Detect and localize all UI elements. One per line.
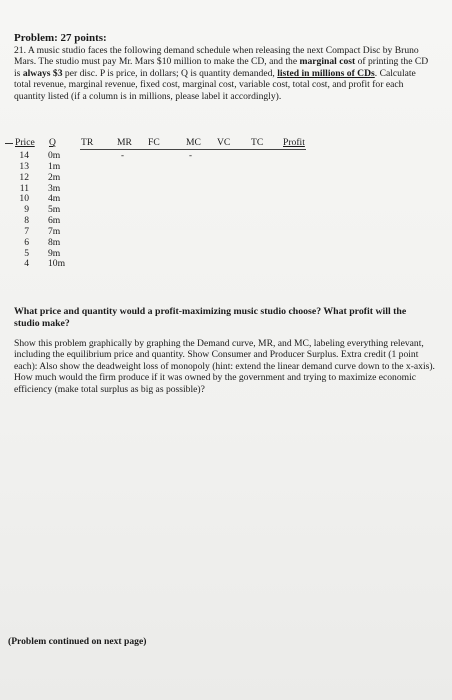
question-text: would a profit-maximizing music studio choose? What <box>117 306 350 317</box>
question-bold-quantity: quantity <box>81 306 118 317</box>
question-text: will the studio make? <box>14 306 407 329</box>
table-row <box>0 237 120 248</box>
problem-bold-marginal-cost: marginal cost <box>299 56 356 68</box>
table-row <box>0 161 120 172</box>
problem-text: per disc. P is price, in dollars; Q is quantity demanded, <box>62 67 278 79</box>
header-profit: Profit <box>283 137 305 148</box>
header-price: Price <box>15 137 35 148</box>
question-text: What <box>14 306 40 317</box>
quantity-cell: 5m <box>48 204 61 216</box>
price-cell: 4 <box>24 258 29 270</box>
problem-text: A music studio faces the following demand schedule when releasing the next Compact Disc by Bruno Mars. The studio must pay Mr. Mars $10 million to make the CD, and the <box>14 45 419 68</box>
quantity-cell: 10m <box>48 258 66 270</box>
table-row <box>0 183 120 194</box>
price-cell: 13 <box>19 160 29 172</box>
price-cell: 8 <box>24 215 29 227</box>
price-cell: 11 <box>19 182 29 194</box>
header-mc: MC <box>186 137 201 148</box>
problem-underlined-millions: listed in millions of CDs <box>277 67 375 79</box>
header-mr: MR <box>117 137 132 148</box>
problem-number: 21. <box>14 45 26 56</box>
quantity-cell: 6m <box>48 215 61 227</box>
price-cell: 10 <box>19 193 29 205</box>
price-cell: 5 <box>24 247 29 259</box>
quantity-cell: 8m <box>48 236 61 248</box>
price-cell: 14 <box>19 150 29 161</box>
table-row <box>0 258 120 269</box>
problem-statement <box>14 45 434 102</box>
table-row <box>0 172 120 183</box>
quantity-cell: 0m <box>48 150 61 161</box>
table-row <box>0 248 120 259</box>
quantity-cell: 1m <box>48 160 61 172</box>
header-tc: TC <box>251 137 264 148</box>
profit-question <box>14 306 434 329</box>
question-bold-price: price <box>39 306 62 317</box>
question-bold-profit: profit <box>349 306 373 317</box>
problem-heading: Problem: 27 points: <box>14 32 107 44</box>
quantity-cell: 7m <box>48 225 61 237</box>
graphing-instructions: Show this problem graphically by graphing the Demand curve, MR, and MC, labeling everything relevant, including the equilibrium price and quantity. Show Consumer and Producer Surplus. Extra credit (1 point each): Also show the deadweight loss of monopoly (hint: extend the linear demand curve down to the x-axis). How much would the firm produce if it was owned by the government and trying to maximize economic efficiency (make total surplus as big as possible)? <box>14 338 435 395</box>
problem-text: of printing the CD is <box>14 56 429 79</box>
quantity-cell: 2m <box>48 171 61 183</box>
header-fc: FC <box>148 137 160 148</box>
question-text: and <box>61 306 82 317</box>
table-row <box>0 150 120 161</box>
price-cell: 7 <box>24 225 29 237</box>
header-q: Q <box>49 137 56 148</box>
price-cell: 12 <box>19 171 29 183</box>
header-vc: VC <box>217 137 231 148</box>
table-row <box>0 226 120 237</box>
quantity-cell: 4m <box>48 193 61 205</box>
table-header-row <box>0 137 452 149</box>
problem-text: . Calculate total revenue, marginal revenue, fixed cost, marginal cost, variable cost, total cost, and profit for each quantity listed (if a column is in millions, please label it accordingly). <box>14 67 416 102</box>
quantity-cell: 3m <box>48 182 61 194</box>
price-cell: 9 <box>24 204 29 216</box>
problem-bold-always: always $3 <box>22 67 63 79</box>
table-row <box>0 204 120 215</box>
table-row <box>0 215 120 226</box>
demand-schedule <box>0 150 120 269</box>
table-row <box>0 193 120 204</box>
cell-mark: - <box>189 150 192 160</box>
price-cell: 6 <box>24 236 29 248</box>
cell-mark: - <box>121 150 124 160</box>
continued-note: (Problem continued on next page) <box>8 636 147 647</box>
header-tr: TR <box>81 137 94 148</box>
quantity-cell: 9m <box>48 247 61 259</box>
